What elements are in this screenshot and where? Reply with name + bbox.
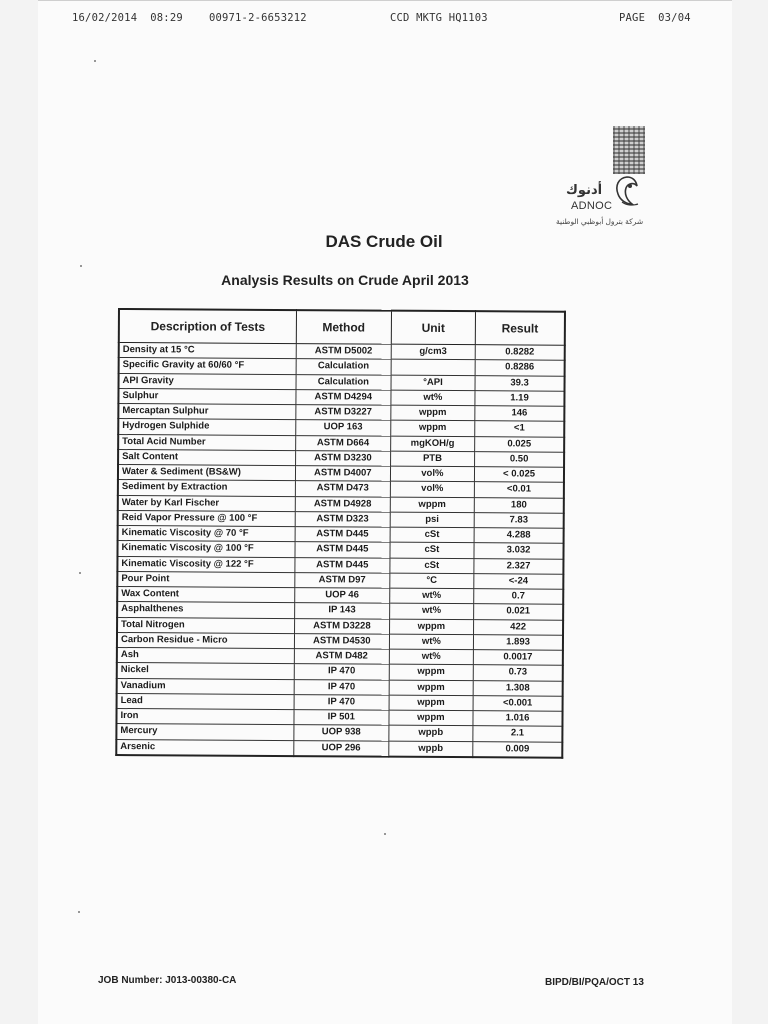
cell-result: 0.50 — [475, 451, 564, 467]
cell-unit: wppb — [388, 725, 473, 741]
stamp-pattern — [613, 126, 645, 174]
cell-description: Pour Point — [117, 571, 295, 587]
scan-speck — [78, 911, 80, 913]
cell-description: Kinematic Viscosity @ 122 °F — [117, 556, 295, 572]
scan-speck — [80, 265, 82, 267]
cell-result: <-24 — [474, 573, 563, 589]
cell-unit: PTB — [390, 451, 475, 467]
job-number: JOB Number: J013-00380-CA — [98, 975, 237, 986]
table-header-row — [119, 309, 565, 345]
cell-unit: psi — [390, 512, 475, 528]
cell-result: 0.7 — [474, 589, 563, 605]
header-method: Method — [296, 310, 391, 344]
cell-result: 1.308 — [473, 680, 562, 696]
scan-speck — [79, 572, 81, 574]
cell-description: Salt Content — [118, 449, 296, 465]
cell-unit: wppm — [389, 695, 474, 711]
cell-unit: wppm — [389, 619, 474, 635]
cell-description: Wax Content — [117, 587, 295, 603]
cell-method: ASTM D4294 — [296, 389, 391, 405]
cell-description: Vanadium — [117, 678, 295, 694]
cell-method: ASTM D664 — [296, 435, 391, 451]
cell-result: 0.73 — [473, 665, 562, 681]
cell-description: Iron — [116, 708, 294, 724]
cell-result: <0.01 — [474, 482, 563, 498]
cell-result: 0.8286 — [475, 360, 564, 376]
cell-result: 3.032 — [474, 543, 563, 559]
cell-description: Asphalthenes — [117, 602, 295, 618]
fax-header-date-number: 16/02/2014 08:29 00971-2-6653212 — [72, 12, 307, 24]
cell-unit: °C — [389, 573, 474, 589]
cell-unit: vol% — [390, 466, 475, 482]
fax-header-sender: CCD MKTG HQ1103 — [390, 12, 488, 24]
cell-description: Sediment by Extraction — [118, 480, 296, 496]
cell-method: IP 470 — [294, 679, 389, 695]
cell-unit: wppm — [389, 680, 474, 696]
cell-result: 0.0017 — [473, 650, 562, 666]
logo-name: ADNOC — [571, 200, 613, 212]
cell-unit: mgKOH/g — [390, 436, 475, 452]
cell-result: <1 — [475, 421, 564, 437]
cell-method: ASTM D4530 — [294, 633, 389, 649]
cell-method: UOP 296 — [294, 740, 389, 756]
cell-result: 1.893 — [474, 634, 563, 650]
cell-result: <0.001 — [473, 695, 562, 711]
scan-speck — [384, 833, 386, 835]
cell-unit: wppm — [389, 664, 474, 680]
cell-description: Water & Sediment (BS&W) — [118, 465, 296, 481]
cell-unit: wt% — [389, 649, 474, 665]
cell-method: ASTM D3227 — [296, 405, 391, 421]
cell-unit — [391, 359, 476, 375]
cell-result: < 0.025 — [475, 467, 564, 483]
cell-method: UOP 938 — [294, 725, 389, 741]
cell-description: Nickel — [117, 663, 295, 679]
cell-unit: wt% — [389, 634, 474, 650]
cell-description: Arsenic — [116, 739, 294, 756]
cell-method: ASTM D3230 — [296, 450, 391, 466]
cell-result: 2.1 — [473, 726, 562, 742]
cell-result: 0.021 — [474, 604, 563, 620]
cell-method: IP 470 — [294, 694, 389, 710]
cell-unit: °API — [391, 375, 476, 391]
cell-method: ASTM D473 — [295, 481, 390, 497]
right-scan-margin — [732, 0, 768, 1024]
cell-description: API Gravity — [119, 373, 297, 389]
cell-method: IP 143 — [295, 603, 390, 619]
cell-method: IP 470 — [294, 664, 389, 680]
analysis-results-table — [115, 308, 566, 758]
cell-unit: wppb — [388, 741, 473, 757]
cell-description: Reid Vapor Pressure @ 100 °F — [118, 510, 296, 526]
cell-description: Mercury — [116, 724, 294, 740]
cell-unit: wt% — [389, 603, 474, 619]
cell-result: 4.288 — [474, 528, 563, 544]
logo-arabic-subtitle: شركة بترول أبوظبي الوطنية — [556, 217, 644, 226]
cell-result: 0.8282 — [475, 345, 564, 361]
cell-unit: cSt — [390, 542, 475, 558]
header-result: Result — [475, 311, 565, 345]
cell-method: ASTM D97 — [295, 572, 390, 588]
cell-description: Carbon Residue - Micro — [117, 632, 295, 648]
cell-unit: wppm — [390, 497, 475, 513]
document-subtitle: Analysis Results on Crude April 2013 — [221, 272, 469, 288]
cell-description: Total Acid Number — [118, 434, 296, 450]
cell-method: IP 501 — [294, 710, 389, 726]
cell-result: 1.19 — [475, 390, 564, 406]
table-body — [116, 343, 565, 758]
cell-method: ASTM D445 — [295, 542, 390, 558]
cell-result: 146 — [475, 406, 564, 422]
cell-method: ASTM D323 — [295, 511, 390, 527]
cell-result: 422 — [474, 619, 563, 635]
cell-result: 180 — [474, 497, 563, 513]
cell-method: Calculation — [296, 359, 391, 375]
header-unit: Unit — [391, 311, 476, 345]
left-scan-margin — [0, 0, 38, 1024]
cell-result: 2.327 — [474, 558, 563, 574]
cell-method: UOP 46 — [295, 588, 390, 604]
cell-description: Ash — [117, 647, 295, 663]
cell-description: Kinematic Viscosity @ 70 °F — [118, 526, 296, 542]
cell-method: ASTM D3228 — [295, 618, 390, 634]
header-description: Description of Tests — [119, 309, 297, 344]
cell-description: Lead — [117, 693, 295, 709]
cell-unit: wppm — [390, 405, 475, 421]
top-scan-edge — [38, 0, 732, 1]
cell-method: ASTM D4928 — [295, 496, 390, 512]
cell-result: 0.009 — [473, 741, 562, 757]
cell-description: Total Nitrogen — [117, 617, 295, 633]
cell-unit: g/cm3 — [391, 344, 476, 360]
cell-result: 1.016 — [473, 711, 562, 727]
cell-method: Calculation — [296, 374, 391, 390]
cell-description: Kinematic Viscosity @ 100 °F — [117, 541, 295, 557]
cell-unit: wt% — [389, 588, 474, 604]
cell-method: ASTM D445 — [295, 527, 390, 543]
cell-result: 7.83 — [474, 512, 563, 528]
cell-description: Sulphur — [118, 388, 296, 404]
cell-unit: cSt — [390, 527, 475, 543]
cell-method: UOP 163 — [296, 420, 391, 436]
cell-description: Hydrogen Sulphide — [118, 419, 296, 435]
cell-unit: wppm — [389, 710, 474, 726]
cell-description: Water by Karl Fischer — [118, 495, 296, 511]
table-row — [116, 739, 562, 757]
cell-unit: wt% — [391, 390, 476, 406]
cell-description: Specific Gravity at 60/60 °F — [119, 358, 297, 374]
adnoc-logo — [556, 124, 656, 234]
cell-description: Mercaptan Sulphur — [118, 404, 296, 420]
cell-method: ASTM D5002 — [296, 344, 391, 360]
falcon-emblem-icon — [612, 174, 642, 208]
fax-header-page: PAGE 03/04 — [619, 12, 691, 24]
cell-unit: wppm — [390, 420, 475, 436]
cell-unit: cSt — [389, 558, 474, 574]
analysis-table-container — [115, 308, 570, 759]
cell-unit: vol% — [390, 481, 475, 497]
cell-result: 0.025 — [475, 436, 564, 452]
document-reference: BIPD/BI/PQA/OCT 13 — [545, 977, 644, 988]
document-title: DAS Crude Oil — [325, 232, 443, 251]
cell-method: ASTM D445 — [295, 557, 390, 573]
cell-result: 39.3 — [475, 375, 564, 391]
cell-description: Density at 15 °C — [119, 343, 297, 359]
scan-speck — [94, 60, 96, 62]
cell-method: ASTM D4007 — [295, 466, 390, 482]
cell-method: ASTM D482 — [294, 649, 389, 665]
logo-arabic-name: أدنوك — [566, 182, 603, 197]
